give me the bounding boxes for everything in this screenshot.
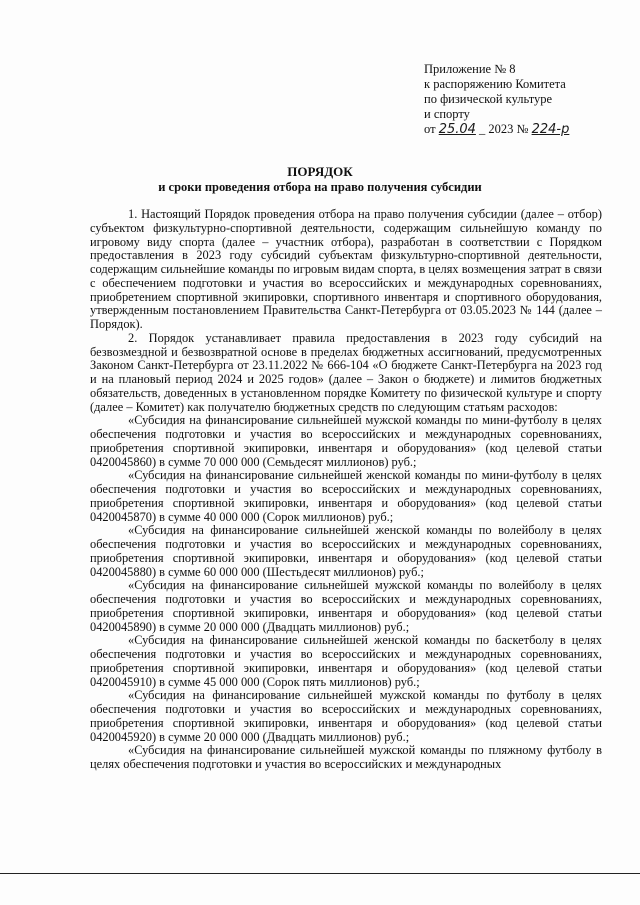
appendix-committee: по физической культуре bbox=[424, 92, 553, 106]
subsidy-womens-basketball: «Субсидия на финансирование сильнейшей женской команды по баскетболу в целях обеспечения подготовки и участия во всероссийских и международных соревнованиях, приобретения спортивной экипировки, инвентаря и оборудования» (код целевой статьи 0420045910) в сумме 45 000 000 (Сорок пять миллионов) руб.; bbox=[90, 633, 602, 689]
paragraph-1: 1. Настоящий Порядок проведения отбора на право получения субсидии (далее – отбор) субъектом физкультурно-спортивной деятельности, содержащим сильнейшую команду по игровому виду спорта (далее – участник отбора), разработан в соответствии с Порядком предоставления в 2023 году субсидий субъектам физкультурно-спортивной деятельности, содержащим сильнейшие команды по игровым видам спорта, в целях возмещения затрат в связи с обеспечением подготовки и участия во всероссийских и международных соревнованиях, приобретением спортивной экипировки, спортивного инвентаря и спортивного оборудования, утвержденным постановлением Правительства Санкт-Петербурга от 03.05.2023 № 144 (далее – Порядок). bbox=[90, 207, 602, 331]
appendix-block bbox=[424, 62, 624, 137]
appendix-date-line bbox=[424, 122, 624, 137]
document-subtitle: и сроки проведения отбора на право получения субсидии bbox=[158, 180, 482, 194]
handwritten-number: 224-р bbox=[531, 122, 570, 137]
subsidy-mens-minifootball: «Субсидия на финансирование сильнейшей мужской команды по мини-футболу в целях обеспечения подготовки и участия во всероссийских и международных соревнованиях, приобретения спортивной экипировки, инвентаря и оборудования» (код целевой статьи 0420045860) в сумме 70 000 000 (Семьдесят миллионов) руб.; bbox=[90, 413, 602, 469]
appendix-sport: и спорту bbox=[424, 107, 470, 121]
subsidy-mens-football: «Субсидия на финансирование сильнейшей мужской команды по футболу в целях обеспечения подготовки и участия во всероссийских и международных соревнованиях, приобретения спортивной экипировки, инвентаря и оборудования» (код целевой статьи 0420045920) в сумме 20 000 000 (Двадцать миллионов) руб.; bbox=[90, 688, 602, 744]
appendix-order-of: к распоряжению Комитета bbox=[424, 77, 566, 91]
handwritten-date: 25.04 bbox=[438, 122, 476, 137]
date-underscore: _ bbox=[479, 122, 486, 136]
subsidy-womens-minifootball: «Субсидия на финансирование сильнейшей женской команды по мини-футболу в целях обеспечения подготовки и участия во всероссийских и международных соревнованиях, приобретения спортивной экипировки, инвентаря и оборудования» (код целевой статьи 0420045870) в сумме 40 000 000 (Сорок миллионов) руб.; bbox=[90, 468, 602, 524]
subsidy-womens-volleyball: «Субсидия на финансирование сильнейшей женской команды по волейболу в целях обеспечения подготовки и участия во всероссийских и международных соревнованиях, приобретения спортивной экипировки, инвентаря и оборудования» (код целевой статьи 0420045880) в сумме 60 000 000 (Шестьдесят миллионов) руб.; bbox=[90, 523, 602, 579]
scan-edge-line bbox=[0, 873, 640, 874]
date-prefix: от bbox=[424, 122, 436, 136]
subsidy-mens-beach-football: «Субсидия на финансирование сильнейшей мужской команды по пляжному футболу в целях обеспечения подготовки и участия во всероссийских и международных bbox=[90, 743, 602, 771]
subsidy-mens-volleyball: «Субсидия на финансирование сильнейшей мужской команды по волейболу в целях обеспечения подготовки и участия во всероссийских и международных соревнованиях, приобретения спортивной экипировки, инвентаря и оборудования» (код целевой статьи 0420045890) в сумме 20 000 000 (Двадцать миллионов) руб.; bbox=[90, 578, 602, 634]
appendix-number: Приложение № 8 bbox=[424, 62, 516, 76]
year-number-label: 2023 № bbox=[488, 122, 529, 136]
paragraph-2: 2. Порядок устанавливает правила предоставления в 2023 году субсидий на безвозмездной и безвозвратной основе в пределах бюджетных ассигнований, предусмотренных Законом Санкт-Петербурга от 23.11.2022 № 666-104 «О бюджете Санкт-Петербурга на 2023 год и на плановый период 2024 и 2025 годов» (далее – Закон о бюджете) и лимитов бюджетных обязательств, доведенных в установленном порядке Комитету по физической культуре и спорту (далее – Комитет) как получателю бюджетных средств по следующим статьям расходов: bbox=[90, 330, 602, 414]
document-title: ПОРЯДОК bbox=[287, 164, 353, 179]
document-body bbox=[90, 208, 602, 772]
